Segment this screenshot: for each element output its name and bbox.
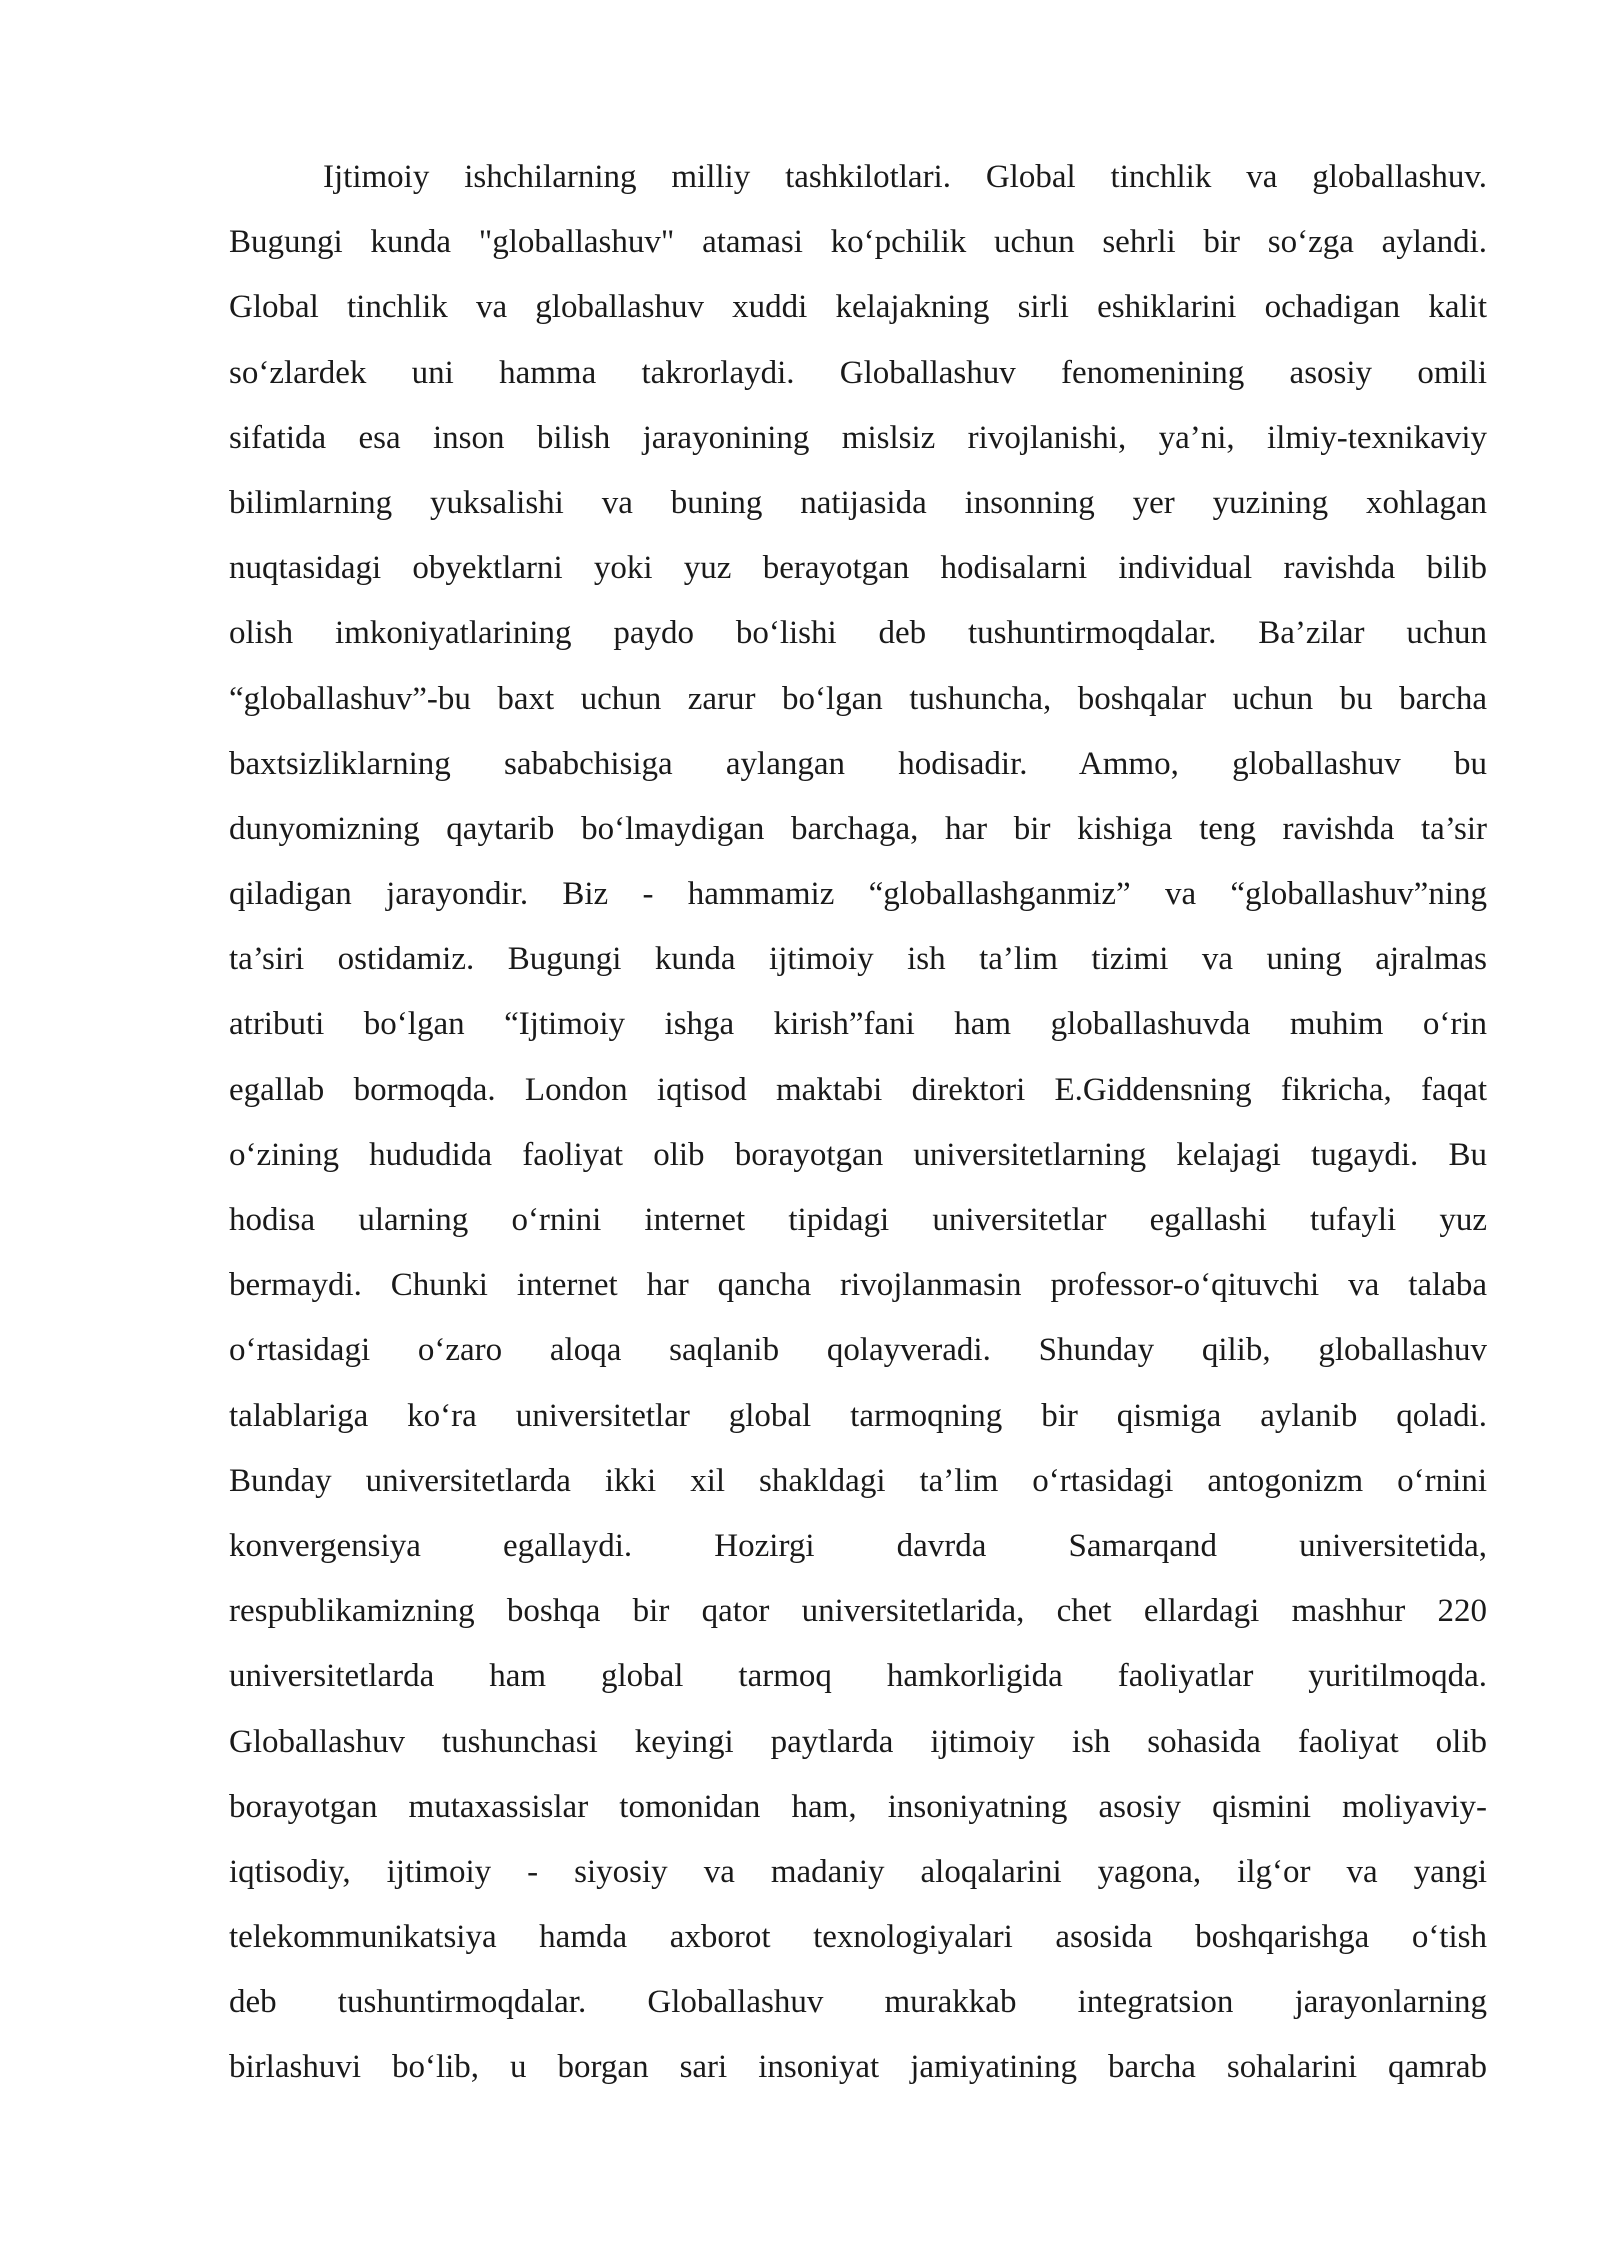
- text-line: universitetlarda ham global tarmoq hamkorligida faoliyatlar yuritilmoqda.: [229, 1658, 1487, 1695]
- text-line: hodisa ularning oʻrnini internet tipidagi universitetlar egallashi tufayli yuz: [229, 1202, 1487, 1238]
- text-line: talablariga koʻra universitetlar global tarmoqning bir qismiga aylanib qoladi.: [229, 1397, 1487, 1434]
- text-line: atributi boʻlgan “Ijtimoiy ishga kirish”fani ham globallashuvda muhim oʻrin: [229, 1006, 1487, 1043]
- text-line: soʻzlardek uni hamma takrorlaydi. Globallashuv fenomenining asosiy omili: [229, 354, 1487, 391]
- text-line: bermaydi. Chunki internet har qancha rivojlanmasin professor-oʻqituvchi va talaba: [229, 1267, 1487, 1304]
- text-line: oʻzining hududida faoliyat olib borayotgan universitetlarning kelajagi tugaydi. Bu: [229, 1136, 1487, 1173]
- text-line: Globallashuv tushunchasi keyingi paytlarda ijtimoiy ish sohasida faoliyat olib: [229, 1723, 1487, 1760]
- text-line: konvergensiya egallaydi. Hozirgi davrda Samarqand universitetida,: [229, 1527, 1487, 1564]
- text-line: telekommunikatsiya hamda axborot texnologiyalari asosida boshqarishga oʻtish: [229, 1919, 1487, 1956]
- text-line: oʻrtasidagi oʻzaro aloqa saqlanib qolayveradi. Shunday qilib, globallashuv: [229, 1332, 1487, 1369]
- text-line: Bugungi kunda "globallashuv" atamasi koʻpchilik uchun sehrli bir soʻzga aylandi.: [229, 224, 1487, 261]
- text-line: Bunday universitetlarda ikki xil shakldagi ta’lim oʻrtasidagi antogonizm oʻrnini: [229, 1462, 1487, 1499]
- text-line: birlashuvi boʻlib, u borgan sari insoniyat jamiyatining barcha sohalarini qamrab: [229, 2049, 1487, 2086]
- text-line: Global tinchlik va globallashuv xuddi kelajakning sirli eshiklarini ochadigan kalit: [229, 289, 1487, 326]
- text-line: bilimlarning yuksalishi va buning natijasida insonning yer yuzining xohlagan: [229, 484, 1487, 521]
- text-line: deb tushuntirmoqdalar. Globallashuv murakkab integratsion jarayonlarning: [229, 1984, 1487, 2021]
- text-line: “globallashuv”-bu baxt uchun zarur boʻlgan tushuncha, boshqalar uchun bu barcha: [229, 680, 1487, 717]
- text-line: borayotgan mutaxassislar tomonidan ham, insoniyatning asosiy qismini moliyaviy-: [229, 1788, 1487, 1825]
- text-line: dunyomizning qaytarib boʻlmaydigan barchaga, har bir kishiga teng ravishda ta’sir: [229, 810, 1487, 847]
- text-line: Ijtimoiy ishchilarning milliy tashkilotlari. Global tinchlik va globallashuv.: [323, 159, 1487, 195]
- text-line: nuqtasidagi obyektlarni yoki yuz berayotgan hodisalarni individual ravishda bilib: [229, 550, 1487, 587]
- text-line: qiladigan jarayondir. Biz - hammamiz “globallashganmiz” va “globallashuv”ning: [229, 876, 1487, 913]
- text-line: baxtsizliklarning sababchisiga aylangan hodisadir. Ammo, globallashuv bu: [229, 745, 1487, 782]
- text-line: egallab bormoqda. London iqtisod maktabi direktori E.Giddensning fikricha, faqat: [229, 1071, 1487, 1108]
- text-line: sifatida esa inson bilish jarayonining mislsiz rivojlanishi, ya’ni, ilmiy-texnikaviy: [229, 419, 1487, 456]
- body-paragraph: [229, 145, 1487, 2101]
- text-line: respublikamizning boshqa bir qator universitetlarida, chet ellardagi mashhur 220: [229, 1593, 1487, 1630]
- text-line: iqtisodiy, ijtimoiy - siyosiy va madaniy aloqalarini yagona, ilgʻor va yangi: [229, 1853, 1487, 1890]
- text-line: ta’siri ostidamiz. Bugungi kunda ijtimoiy ish ta’lim tizimi va uning ajralmas: [229, 941, 1487, 978]
- text-line: olish imkoniyatlarining paydo boʻlishi deb tushuntirmoqdalar. Ba’zilar uchun: [229, 615, 1487, 652]
